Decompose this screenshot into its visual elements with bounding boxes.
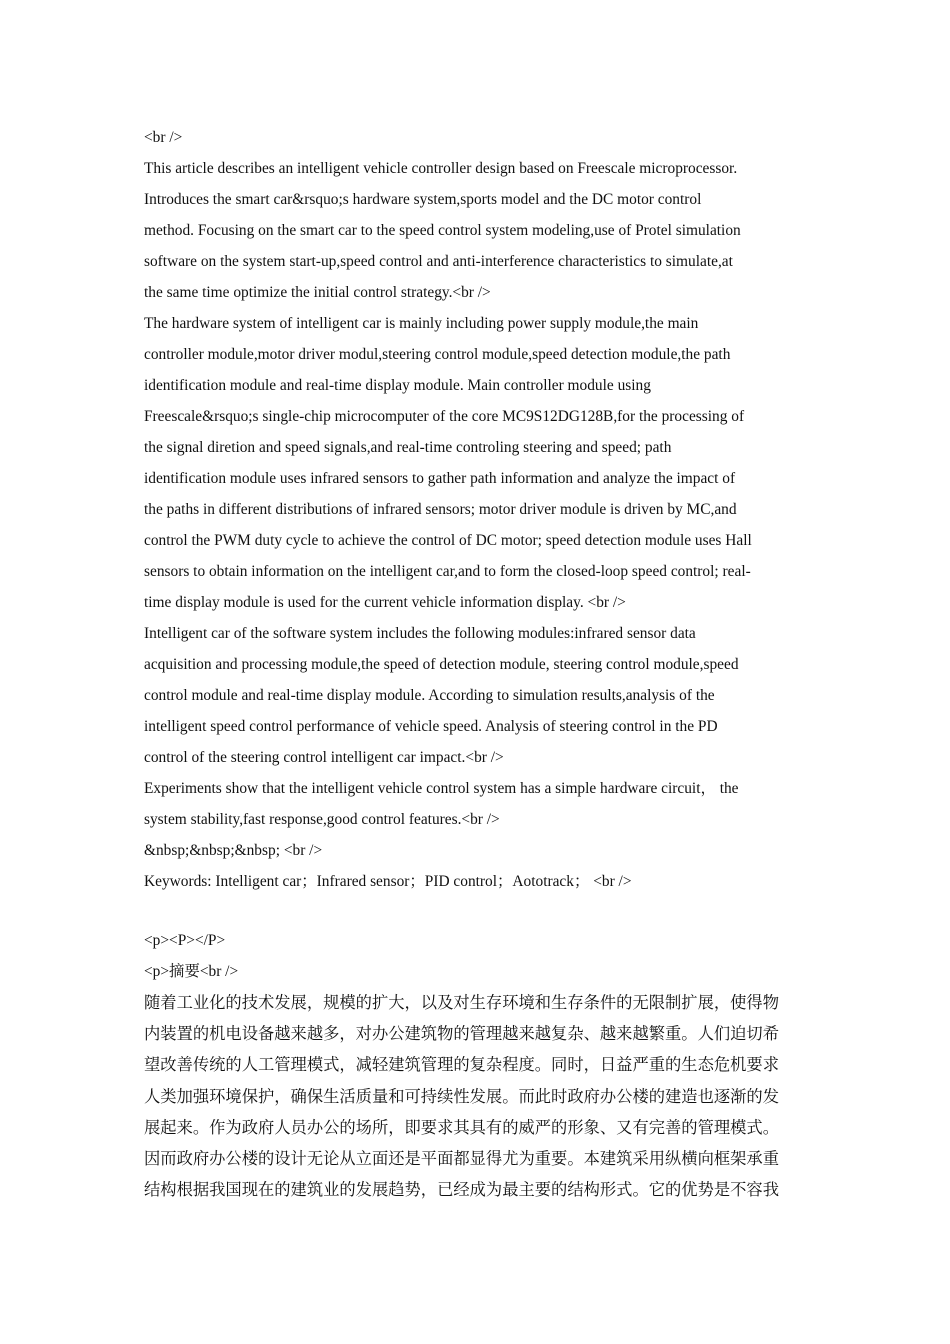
- text-line: control the PWM duty cycle to achieve the control of DC motor; speed detection module uses Hall: [144, 532, 752, 549]
- text-line: Intelligent car of the software system includes the following modules:infrared sensor data: [144, 625, 696, 642]
- text-line: &nbsp;&nbsp;&nbsp; <br />: [144, 842, 323, 859]
- text-line: <p><P></P>: [144, 932, 226, 949]
- text-line: Freescale&rsquo;s single-chip microcomputer of the core MC9S12DG128B,for the processing of: [144, 408, 745, 425]
- text-line: the paths in different distributions of infrared sensors; motor driver module is driven by MC,and: [144, 501, 737, 518]
- text-line: software on the system start-up,speed control and anti-interference characteristics to simulate,at: [144, 253, 733, 270]
- text-line: 展起来。作为政府人员办公的场所，即要求其具有的威严的形象、又有完善的管理模式。: [144, 1117, 779, 1137]
- text-line: 结构根据我国现在的建筑业的发展趋势，已经成为最主要的结构形式。它的优势是不容我: [144, 1180, 779, 1200]
- text-line: 因而政府办公楼的设计无论从立面还是平面都显得尤为重要。本建筑采用纵横向框架承重: [144, 1149, 779, 1169]
- text-line: system stability,fast response,good control features.<br />: [144, 811, 500, 828]
- text-line: method. Focusing on the smart car to the speed control system modeling,use of Protel simulation: [144, 222, 741, 239]
- text-line: 人类加强环境保护，确保生活质量和可持续性发展。而此时政府办公楼的建造也逐渐的发: [144, 1086, 779, 1106]
- spacer: [144, 897, 809, 925]
- text-line: This article describes an intelligent vehicle controller design based on Freescale microprocessor.: [144, 160, 738, 177]
- text-line: 随着工业化的技术发展，规模的扩大，以及对生存环境和生存条件的无限制扩展，使得物: [144, 993, 779, 1012]
- text-line: the same time optimize the initial control strategy.<br />: [144, 284, 491, 301]
- keywords-line: Keywords: Intelligent car；Infrared sensor；PID control；Aototrack； <br />: [144, 873, 632, 890]
- text-line: 内装置的机电设备越来越多，对办公建筑物的管理越来越复杂、越来越繁重。人们迫切希: [144, 1024, 779, 1044]
- text-line: intelligent speed control performance of vehicle speed. Analysis of steering control in the PD: [144, 718, 718, 735]
- text-line: the signal diretion and speed signals,and real-time controling steering and speed; path: [144, 439, 672, 456]
- text-line: identification module uses infrared sensors to gather path information and analyze the impact of: [144, 470, 736, 487]
- chinese-abstract: [144, 987, 809, 1205]
- english-abstract: [144, 122, 809, 897]
- text-line: sensors to obtain information on the intelligent car,and to form the closed-loop speed control; real-: [144, 563, 751, 580]
- text-line: The hardware system of intelligent car is mainly including power supply module,the main: [144, 315, 699, 332]
- text-line: 望改善传统的人工管理模式，减轻建筑管理的复杂程度。同时，日益严重的生态危机要求: [144, 1055, 779, 1075]
- text-line: acquisition and processing module,the speed of detection module, steering control module,speed: [144, 656, 739, 673]
- text-line: control of the steering control intelligent car impact.<br />: [144, 749, 504, 766]
- text-line: Introduces the smart car&rsquo;s hardware system,sports model and the DC motor control: [144, 191, 702, 208]
- abstract-heading: <p>摘要<br />: [144, 963, 239, 980]
- text-line: identification module and real-time display module. Main controller module using: [144, 377, 651, 394]
- document-page: [144, 122, 809, 1205]
- markup-lines: [144, 925, 809, 987]
- text-line: control module and real-time display module. According to simulation results,analysis of the: [144, 687, 715, 704]
- text-line: controller module,motor driver modul,steering control module,speed detection module,the path: [144, 346, 731, 363]
- text-line: <br />: [144, 129, 183, 146]
- text-line: time display module is used for the current vehicle information display. <br />: [144, 594, 626, 611]
- text-line: Experiments show that the intelligent vehicle control system has a simple hardware circuit， the: [144, 780, 739, 797]
